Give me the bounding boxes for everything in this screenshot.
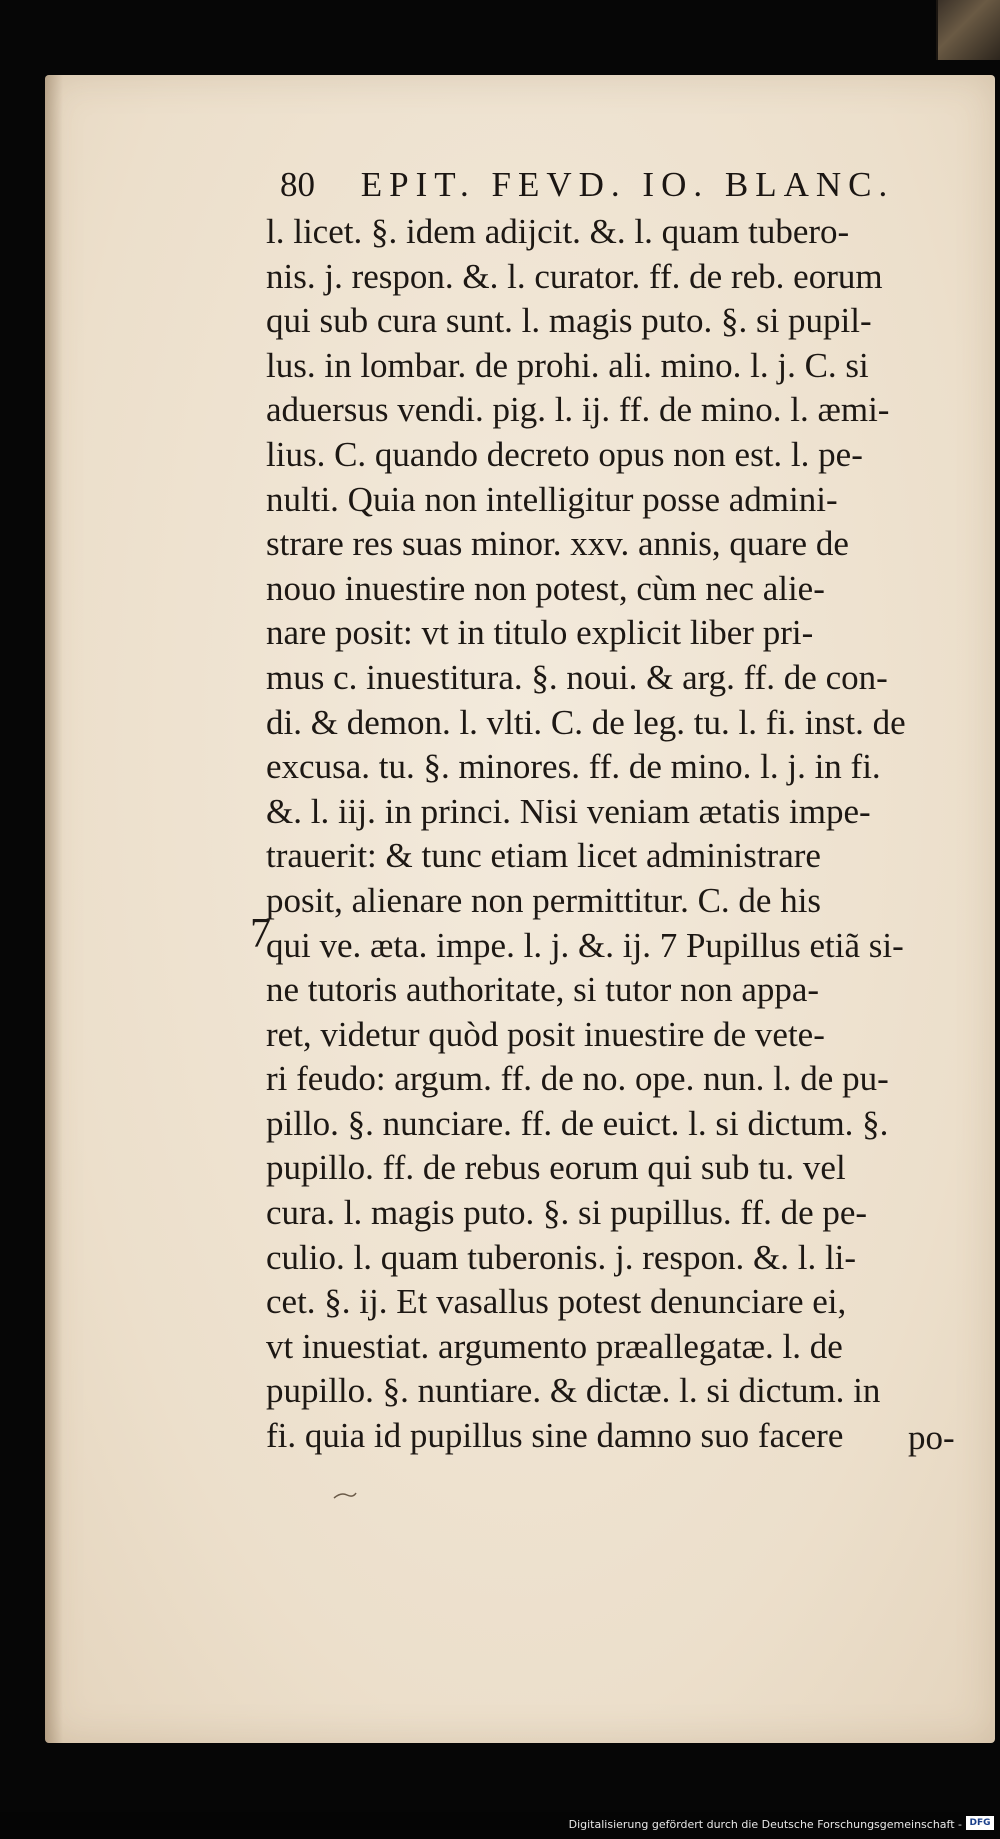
text-line: cura. l. magis puto. §. si pupillus. ff. de pe-	[266, 1193, 868, 1233]
text-line: nis. j. respon. &. l. curator. ff. de reb. eorum	[266, 256, 883, 296]
text-line: l. licet. §. idem adijcit. &. l. quam tubero-	[266, 212, 850, 251]
footer-credit: Digitalisierung gefördert durch die Deutsche Forschungsgemeinschaft -	[568, 1818, 962, 1831]
catchword: po-	[908, 1418, 955, 1457]
ink-mark	[333, 1490, 357, 1500]
text-line: posit, alienare non permittitur. C. de his	[266, 880, 822, 920]
text-line: ri feudo: argum. ff. de no. ope. nun. l. de pu-	[266, 1059, 889, 1099]
text-line: nulti. Quia non intelligitur posse admini-	[266, 479, 838, 519]
text-line: fi. quia id pupillus sine damno suo facere	[266, 1416, 844, 1456]
text-line: cet. §. ij. Et vasallus potest denunciare ei,	[266, 1282, 847, 1322]
page-gutter-shadow	[45, 75, 63, 1743]
text-line: pillo. §. nunciare. ff. de euict. l. si dictum. §.	[266, 1103, 889, 1143]
text-line: di. & demon. l. vlti. C. de leg. tu. l. fi. inst. de	[266, 702, 906, 742]
text-line: ne tutoris authoritate, si tutor non appa-	[266, 970, 820, 1010]
text-line: excusa. tu. §. minores. ff. de mino. l. j. in fi.	[266, 747, 881, 787]
text-line: trauerit: & tunc etiam licet administrare	[266, 836, 821, 876]
text-line: lius. C. quando decreto opus non est. l. pe-	[266, 434, 863, 474]
running-title: EPIT. FEVD. IO. BLANC.	[360, 165, 895, 204]
text-line: &. l. iij. in princi. Nisi veniam ætatis impe-	[266, 791, 871, 831]
text-line: ret, videtur quòd posit inuestire de vete-	[266, 1014, 825, 1054]
book-corner-edge	[936, 0, 1000, 60]
text-line: nare posit: vt in titulo explicit liber pri-	[266, 613, 814, 653]
text-line: nouo inuestire non potest, cùm nec alie-	[266, 568, 825, 608]
text-line: strare res suas minor. xxv. annis, quare de	[266, 524, 849, 564]
text-line: aduersus vendi. pig. l. ij. ff. de mino. l. æmi-	[266, 390, 890, 430]
text-line: mus c. inuestitura. §. noui. & arg. ff. de con-	[266, 657, 888, 697]
text-line: pupillo. §. nuntiare. & dictæ. l. si dictum. in	[266, 1371, 881, 1411]
text-line: culio. l. quam tuberonis. j. respon. &. l. li-	[266, 1237, 857, 1277]
margin-note: 7	[250, 911, 271, 957]
dfg-logo: DFG	[966, 1816, 994, 1830]
text-line: pupillo. ff. de rebus eorum qui sub tu. vel	[266, 1148, 846, 1188]
text-line: lus. in lombar. de prohi. ali. mino. l. j. C. si	[266, 345, 869, 385]
page-number: 80	[280, 165, 315, 204]
running-head	[280, 165, 920, 213]
body-text	[266, 210, 966, 1459]
text-line: vt inuestiat. argumento præallegatæ. l. de	[266, 1326, 843, 1366]
text-line: qui ve. æta. impe. l. j. &. ij. 7 Pupillus etiã si-	[266, 925, 904, 965]
text-line: qui sub cura sunt. l. magis puto. §. si pupil-	[266, 301, 872, 341]
